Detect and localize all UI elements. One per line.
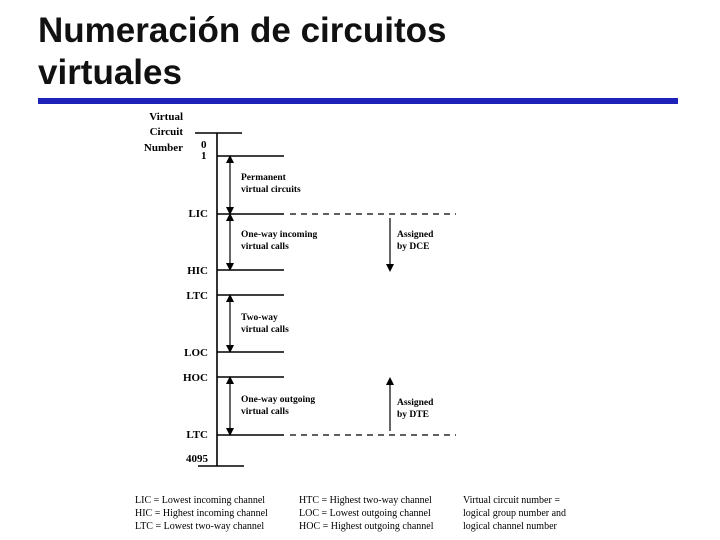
legend-loc: LOC = Lowest outgoing channel: [299, 508, 431, 519]
label-loc: LOC: [184, 347, 208, 359]
number-zero: 0: [201, 139, 207, 151]
assigned-dce-line-2: by DCE: [397, 242, 430, 252]
section-outgoing-line-2: virtual calls: [241, 407, 289, 417]
number-max: 4095: [186, 453, 208, 465]
assigned-dte-line-2: by DTE: [397, 410, 429, 420]
section-two-way-line-1: Two-way: [241, 313, 278, 323]
legend-vcn-line-2: logical group number and: [463, 508, 567, 519]
title-line-2: virtuales: [38, 53, 182, 92]
section-incoming-line-1: One-way incoming: [241, 230, 318, 240]
label-lic: LIC: [188, 208, 208, 220]
label-htc: LTC: [186, 429, 208, 441]
axis-header-line-2: Circuit: [149, 126, 183, 138]
axis-header-line-3: Number: [143, 142, 183, 154]
number-one: 1: [201, 150, 207, 162]
label-ltc: LTC: [186, 290, 208, 302]
assigned-dte-line-1: Assigned: [397, 398, 434, 408]
legend-hoc: HOC = Highest outgoing channel: [299, 521, 434, 532]
section-permanent-line-1: Permanent: [241, 173, 286, 183]
legend-vcn-line-1: Virtual circuit number =: [463, 495, 560, 506]
assigned-dce-line-1: Assigned: [397, 230, 434, 240]
section-outgoing-line-1: One-way outgoing: [241, 395, 316, 405]
legend-vcn-line-3: logical channel number: [463, 521, 557, 532]
title-line-1: Numeración de circuitos: [38, 11, 447, 50]
legend-ltc: LTC = Lowest two-way channel: [135, 521, 265, 532]
label-hic: HIC: [187, 265, 208, 277]
section-incoming-line-2: virtual calls: [241, 242, 289, 252]
section-two-way-line-2: virtual calls: [241, 325, 289, 335]
label-hoc: HOC: [182, 372, 208, 384]
axis-header-line-1: Virtual: [149, 111, 183, 123]
section-permanent-line-2: virtual circuits: [241, 185, 301, 195]
legend-htc: HTC = Highest two-way channel: [299, 495, 432, 506]
legend-lic: LIC = Lowest incoming channel: [135, 495, 266, 506]
legend-hic: HIC = Highest incoming channel: [135, 508, 268, 519]
